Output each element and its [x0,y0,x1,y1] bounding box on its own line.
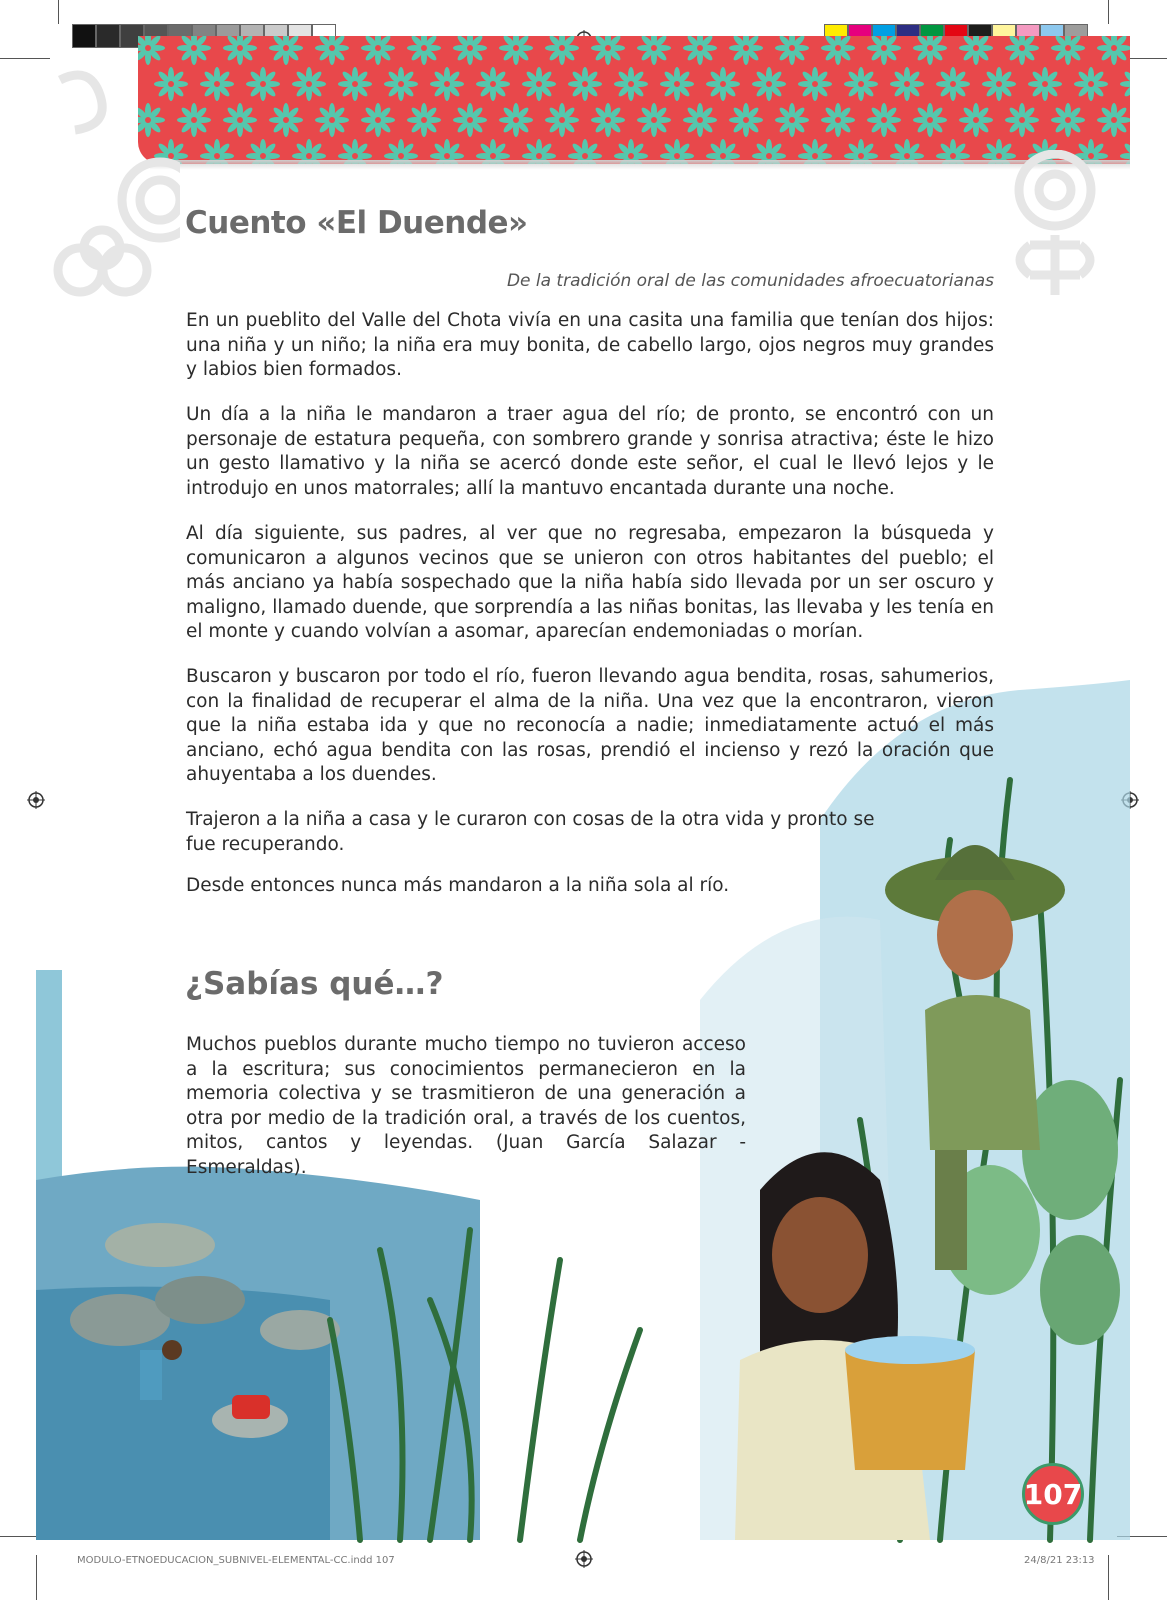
story-title: Cuento «El Duende» [185,205,528,241]
sabias-que-text: Muchos pueblos durante mucho tiempo no tuvieron acceso a la escritura; sus conocimientos permanecieron en la memoria colectiva y se trasmitieron de una generación a otra por medio de la tradición oral, a través de los cuentos, mitos, cantos y leyendas. (Juan García Salazar - Esmeraldas). [186,1034,746,1178]
sabias-que-title: ¿Sabías qué…? [185,966,444,1002]
story-source: De la tradición oral de las comunidades afroecuatorianas [506,271,994,291]
footer-slug: MODULO-ETNOEDUCACION_SUBNIVEL-ELEMENTAL-CC.indd 107 [77,1555,395,1566]
footer-date: 24/8/21 23:13 [1024,1555,1095,1566]
story-paragraph: Desde entonces nunca más mandaron a la niña sola al río. [186,875,730,896]
page-number-badge: 107 [1022,1463,1084,1525]
story-paragraph: Un día a la niña le mandaron a traer agua del río; de pronto, se encontró con un personaje de estatura pequeña, con sombrero grande y sonrisa atractiva; éste le hizo un gesto llamativo y la niña se acercó donde este señor, el cual le llevó lejos y le introdujo en unos matorrales; allí la mantuvo encantada durante una noche. [186,404,994,499]
story-paragraph: Buscaron y buscaron por todo el río, fueron llevando agua bendita, rosas, sahumerios, con la finalidad de recuperar el alma de la niña. Una vez que la encontraron, vieron que la niña estaba ida y que no reconocía a nadie; inmediatamente actuó el más anciano, echó agua bendita con las rosas, prendió el incienso y rezó la oración que ahuyentaba a los duendes. [186,666,994,785]
story-paragraph: En un pueblito del Valle del Chota vivía en una casita una familia que tenían dos hijos: una niña y un niño; la niña era muy bonita, de cabello largo, ojos negros muy grandes y labios bien formados. [186,310,994,380]
story-paragraph: Al día siguiente, sus padres, al ver que no regresaba, empezaron la búsqueda y comunicaron a algunos vecinos que se unieron con otros habitantes del pueblo; el más anciano ya había sospechado que la niña había sido llevada por un ser oscuro y maligno, llamado duende, que sorprendía a las niñas bonitas, las llevaba y les tenía en el monte y cuando volvían a asomar, aparecían endemoniadas o morían. [186,523,994,642]
story-paragraph: Trajeron a la niña a casa y le curaron con cosas de la otra vida y pronto se fue recuperando. [186,809,875,855]
